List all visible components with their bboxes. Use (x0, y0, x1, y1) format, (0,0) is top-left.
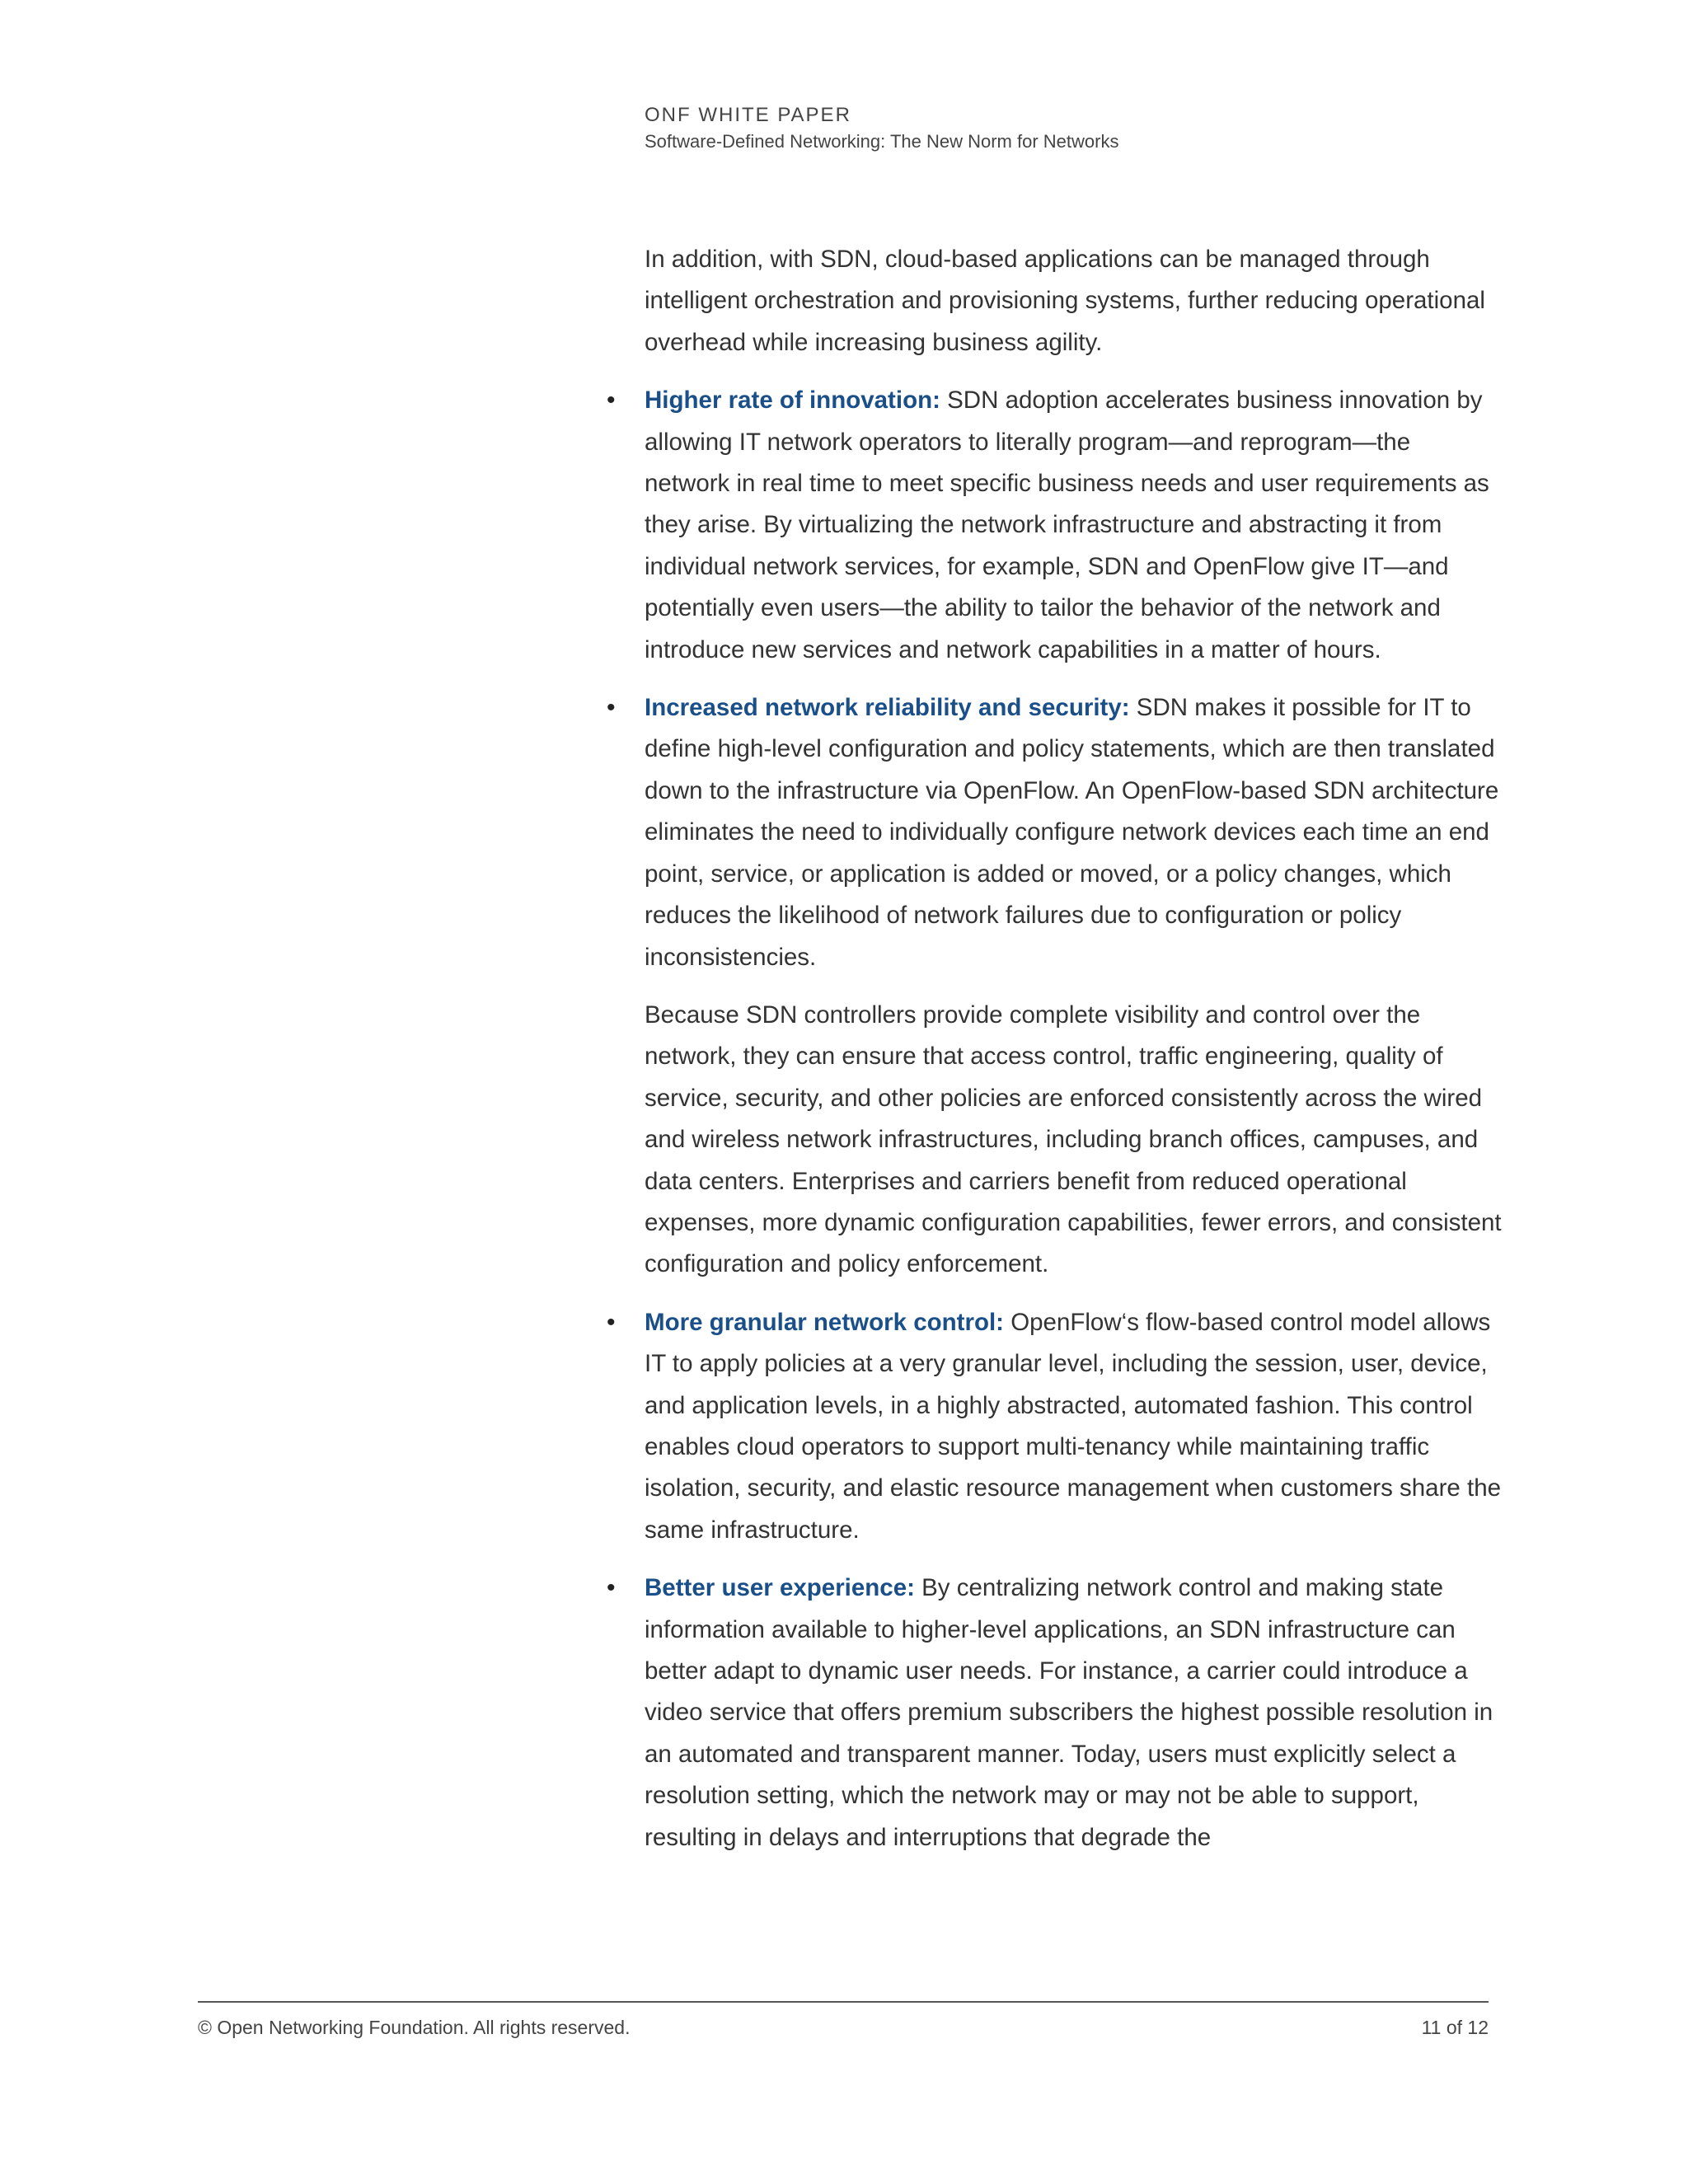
header-subtitle: Software-Defined Networking: The New Norm for Networks (645, 131, 1119, 152)
footer-copyright: © Open Networking Foundation. All rights reserved. (198, 2017, 631, 2038)
bullet-dot-icon: • (607, 387, 616, 415)
bullet-dot-icon: • (607, 694, 616, 722)
page-header (645, 102, 1118, 155)
bullet-text: OpenFlow‘s flow-based control model allows IT to apply policies at a very granular level, including the session, user, device, and application levels, in a highly abstracted, automated fashion. This control enables cloud operators to support multi-tenancy while maintaining traffic isolation, security, and elastic resource management when customers share the same infrastructure. (645, 1308, 1502, 1544)
footer-divider (198, 2001, 1489, 2003)
intro-paragraph: In addition, with SDN, cloud-based applications can be managed through intelligent orchestration and provisioning systems, further reducing operational overhead while increasing business agility. (645, 246, 1485, 356)
body-content (607, 239, 1502, 1875)
bullet-text: SDN adoption accelerates business innovation by allowing IT network operators to literally program—and reprogram—the network in real time to meet specific business needs and user requirements as they arise. By virtualizing the network infrastructure and abstracting it from individual network services, for example, SDN and OpenFlow give IT—and potentially even users—the ability to tailor the behavior of the network and introduce new services and network capabilities in a matter of hours. (645, 387, 1489, 663)
reliability-continuation-paragraph: Because SDN controllers provide complete visibility and control over the network, they can ensure that access control, traffic engineering, quality of service, security, and other policies are enforced consistently across the wired and wireless network infrastructures, including branch offices, campuses, and data centers. Enterprises and carriers benefit from reduced operational expenses, more dynamic configuration capabilities, fewer errors, and consistent configuration and policy enforcement. (645, 1001, 1502, 1278)
bullet-text: SDN makes it possible for IT to define high-level configuration and policy statements, which are then translated down to the infrastructure via OpenFlow. An OpenFlow-based SDN architecture eliminates the need to individually configure network devices each time an end point, service, or application is added or moved, or a policy changes, which reduces the likelihood of network failures due to configuration or policy inconsistencies. (645, 694, 1499, 971)
bullet-heading: Higher rate of innovation: (645, 387, 940, 415)
bullet-item-innovation (607, 380, 1502, 671)
bullet-text: By centralizing network control and making state information available to higher-level applications, an SDN infrastructure can better adapt to dynamic user needs. For instance, a carrier could introduce a video service that offers premium subscribers the highest possible resolution in an automated and transparent manner. Today, users must explicitly select a resolution setting, which the network may or may not be able to support, resulting in delays and interruptions that degrade the (645, 1574, 1493, 1851)
bullet-item-reliability (607, 687, 1502, 978)
header-kicker: ONF WHITE PAPER (645, 104, 851, 126)
bullet-item-user-experience (607, 1568, 1502, 1858)
footer-page-number: 11 of 12 (1421, 2017, 1489, 2038)
bullet-dot-icon: • (607, 1308, 616, 1336)
bullet-heading: Better user experience: (645, 1574, 915, 1602)
bullet-heading: Increased network reliability and security: (645, 694, 1130, 722)
bullet-item-granular-control (607, 1302, 1502, 1551)
bullet-dot-icon: • (607, 1574, 616, 1602)
bullet-heading: More granular network control: (645, 1308, 1004, 1336)
